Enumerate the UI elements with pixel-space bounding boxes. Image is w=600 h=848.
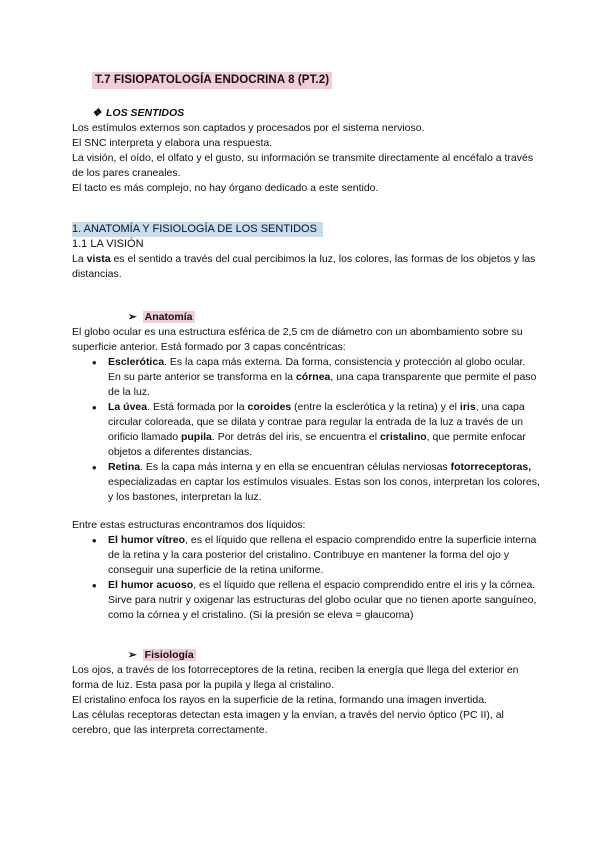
list-item: • La úvea. Está formada por la coroides (entre la esclerótica y la retina) y el iris, una capa circular coloreada, que se dilata y contrae para regular la entrada de la luz a través de un orificio llamado pupila. Por detrás del iris, se encuentra el cristalino, que permite enfocar objetos a diferentes distancias. <box>108 400 540 460</box>
section-title: 1. ANATOMÍA Y FISIOLOGÍA DE LOS SENTIDOS <box>72 222 323 237</box>
liquidos-intro: Entre estas estructuras encontramos dos líquidos: <box>72 519 306 531</box>
anatomia-heading: ➢ Anatomía <box>128 311 193 323</box>
list-item: • El humor acuoso, es el líquido que rellena el espacio comprendido entre el iris y la córnea. Sirve para nutrir y oxigenar las estructuras del globo ocular que no tienen aporte sanguíneo, como la córnea y el cristalino. (Si la presión se eleva = glaucoma) <box>108 578 540 623</box>
liquids-list <box>72 533 540 623</box>
fisiologia-line: Las células receptoras detectan esta imagen y la envían, a través del nervio óptico (PC II), al cerebro, que las interpreta correctamente. <box>72 709 504 736</box>
fisiologia-line: Los ojos, a través de los fotorreceptores de la retina, reciben la energía que llega del exterior en forma de luz. Esta pasa por la pupila y llega al cristalino. <box>72 664 519 691</box>
fisiologia-line: El cristalino enfoca los rayos en la superficie de la retina, formando una imagen invertida. <box>72 694 487 706</box>
diamond-bullet-icon: ❖ <box>92 107 102 119</box>
intro-line: El tacto es más complejo, no hay órgano dedicado a este sentido. <box>72 182 379 194</box>
intro-line: Los estímulos externos son captados y procesados por el sistema nervioso. <box>72 122 425 134</box>
intro-line: El SNC interpreta y elabora una respuesta. <box>72 137 273 149</box>
anatomia-section <box>72 310 540 505</box>
intro-line: La visión, el oído, el olfato y el gusto, su información se transmite directamente al encéfalo a través de los pares craneales. <box>72 152 534 179</box>
layers-list <box>72 355 540 505</box>
section-1 <box>72 222 540 282</box>
intro-heading: ❖ LOS SENTIDOS <box>92 107 185 119</box>
fisiologia-heading: ➢ Fisiología <box>128 649 194 661</box>
vision-definition: La vista es el sentido a través del cual percibimos la luz, los colores, las formas de los objetos y las distancias. <box>72 253 536 280</box>
arrow-bullet-icon: ➢ <box>128 649 137 661</box>
list-item: • Retina. Es la capa más interna y en ella se encuentran células nerviosas fotorreceptoras, especializadas en captar los estímulos visuales. Estas son los conos, interpretan los colores, y los bastones, interpretan la luz. <box>108 460 540 505</box>
liquidos-section <box>72 518 540 623</box>
anatomia-intro: El globo ocular es una estructura esférica de 2,5 cm de diámetro con un abombamiento sobre su superficie anterior. Está formado por 3 capas concéntricas: <box>72 326 523 353</box>
subsection-title: 1.1 LA VISIÓN <box>72 238 144 250</box>
fisiologia-section <box>72 648 540 738</box>
arrow-bullet-icon: ➢ <box>128 311 137 323</box>
intro-section <box>72 106 540 196</box>
list-item: • Esclerótica. Es la capa más externa. Da forma, consistencia y protección al globo ocular. En su parte anterior se transforma en la córnea, una capa transparente que permite el paso de la luz. <box>108 355 540 400</box>
list-item: • El humor vítreo, es el líquido que rellena el espacio comprendido entre la superficie interna de la retina y la cara posterior del cristalino. Contribuye en mantener la forma del ojo y conseguir una superficie de la retina uniforme. <box>108 533 540 578</box>
page-title: T.7 FISIOPATOLOGÍA ENDOCRINA 8 (PT.2) <box>92 72 332 89</box>
